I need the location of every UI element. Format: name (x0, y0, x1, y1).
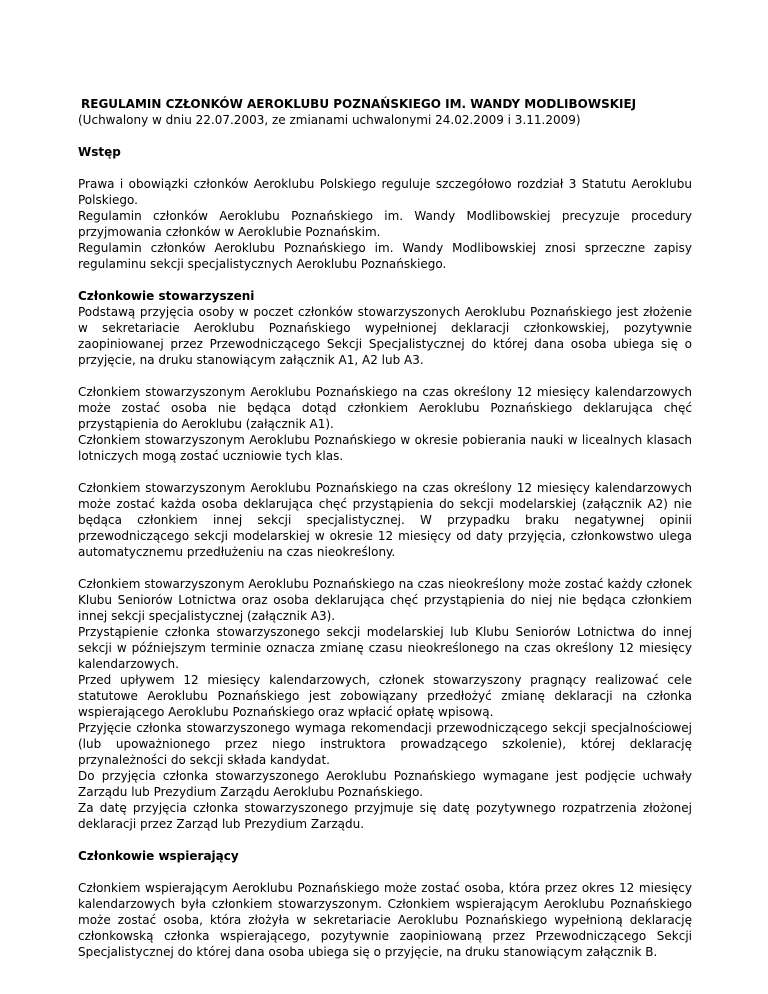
associated-paragraph: Za datę przyjęcia członka stowarzyszonego przyjmuje się datę pozytywnego rozpatrzenia złożonej deklaracji przez Zarząd lub Prezydium Zarządu. (78, 801, 692, 831)
associated-paragraph: Podstawą przyjęcia osoby w poczet członków stowarzyszonych Aeroklubu Poznańskiego jest złożenie w sekretariacie Aeroklubu Poznańskiego wypełnionej deklaracji członkowskiej, pozytywnie zaopiniowanej przez Przewodniczącego Sekcji Specjalistycznej do której dana osoba ubiega się o przyjęcie, na druku stanowiącym załącznik A1, A2 lub A3. (78, 305, 692, 367)
intro-paragraph: Prawa i obowiązki członków Aeroklubu Polskiego reguluje szczegółowo rozdział 3 Statutu Aeroklubu Polskiego. (78, 177, 692, 207)
supporting-paragraph: Członkiem wspierającym Aeroklubu Poznańskiego może zostać osoba, która przez okres 12 miesięcy kalendarzowych była członkiem stowarzyszonym. Członkiem wspierającym Aeroklubu Poznańskiego może zostać osoba, która złożyła w sekretariacie Aeroklubu Poznańskiego wypełnioną deklarację członkowską członka wspierającego, pozytywnie zaopiniowaną przez Przewodniczącego Sekcji Specjalistycznej do której dana osoba ubiega się o przyjęcie, na druku stanowiącym załącznik B. (78, 881, 692, 959)
supporting-section (78, 880, 692, 960)
associated-paragraph: Członkiem stowarzyszonym Aeroklubu Poznańskiego na czas określony 12 miesięcy kalendarzowych może zostać każda osoba deklarująca chęć przystąpienia do sekcji modelarskiej (załącznik A2) nie będąca członkiem innej sekcji specjalistycznej. W przypadku braku negatywnej opinii przewodniczącego sekcji modelarskiej w okresie 12 miesięcy od daty przyjęcia, członkowstwo ulega automatycznemu przedłużeniu na czas nieokreślony. (78, 481, 692, 559)
document-title: REGULAMIN CZŁONKÓW AEROKLUBU POZNAŃSKIEGO IM. WANDY MODLIBOWSKIEJ (81, 97, 637, 111)
associated-paragraph-3-block (78, 480, 692, 560)
associated-paragraph: Członkiem stowarzyszonym Aeroklubu Poznańskiego w okresie pobierania nauki w licealnych klasach lotniczych mogą zostać uczniowie tych klas. (78, 433, 692, 463)
intro-section (78, 176, 692, 272)
document-subtitle: (Uchwalony w dniu 22.07.2003, ze zmianami uchwalonymi 24.02.2009 i 3.11.2009) (78, 113, 581, 127)
section-heading-associated: Członkowie stowarzyszeni (78, 289, 255, 303)
section-heading-supporting: Członkowie wspierający (78, 849, 239, 863)
associated-paragraph: Członkiem stowarzyszonym Aeroklubu Poznańskiego na czas określony 12 miesięcy kalendarzowych może zostać osoba nie będąca dotąd członkiem Aeroklubu Poznańskiego deklarująca chęć przystąpienia do Aeroklubu (załącznik A1). (78, 385, 692, 431)
associated-paragraph: Przed upływem 12 miesięcy kalendarzowych, członek stowarzyszony pragnący realizować cele statutowe Aeroklubu Poznańskiego jest zobowiązany przedłożyć zmianę deklaracji na członka wspierającego Aeroklubu Poznańskiego oraz wpłacić opłatę wpisową. (78, 673, 692, 719)
intro-paragraph: Regulamin członków Aeroklubu Poznańskiego im. Wandy Modlibowskiej znosi sprzeczne zapisy regulaminu sekcji specjalistycznych Aeroklubu Poznańskiego. (78, 241, 692, 271)
associated-paragraph-1-block (78, 304, 692, 368)
section-heading-intro: Wstęp (78, 145, 121, 159)
associated-paragraph: Przyjęcie członka stowarzyszonego wymaga rekomendacji przewodniczącego sekcji specjalnościowej (lub upoważnionego przez niego instruktora prowadzącego szkolenie), której deklarację przynależności do sekcji składa kandydat. (78, 721, 692, 767)
associated-paragraph: Przystąpienie członka stowarzyszonego sekcji modelarskiej lub Klubu Seniorów Lotnictwa do innej sekcji w późniejszym terminie oznacza zmianę czasu nieokreślonego na czas określony 12 miesięcy kalendarzowych. (78, 625, 692, 671)
associated-paragraph-2-block (78, 384, 692, 464)
intro-paragraph: Regulamin członków Aeroklubu Poznańskiego im. Wandy Modlibowskiej precyzuje procedury przyjmowania członków w Aeroklubie Poznańskim. (78, 209, 692, 239)
document-page (78, 96, 692, 976)
associated-paragraph: Do przyjęcia członka stowarzyszonego Aeroklubu Poznańskiego wymagane jest podjęcie uchwały Zarządu lub Prezydium Zarządu Aeroklubu Poznańskiego. (78, 769, 692, 799)
associated-paragraph-4-block (78, 576, 692, 832)
associated-paragraph: Członkiem stowarzyszonym Aeroklubu Poznańskiego na czas nieokreślony może zostać każdy członek Klubu Seniorów Lotnictwa oraz osoba deklarująca chęć przystąpienia do niej nie będąca członkiem innej sekcji specjalistycznej (załącznik A3). (78, 577, 692, 623)
